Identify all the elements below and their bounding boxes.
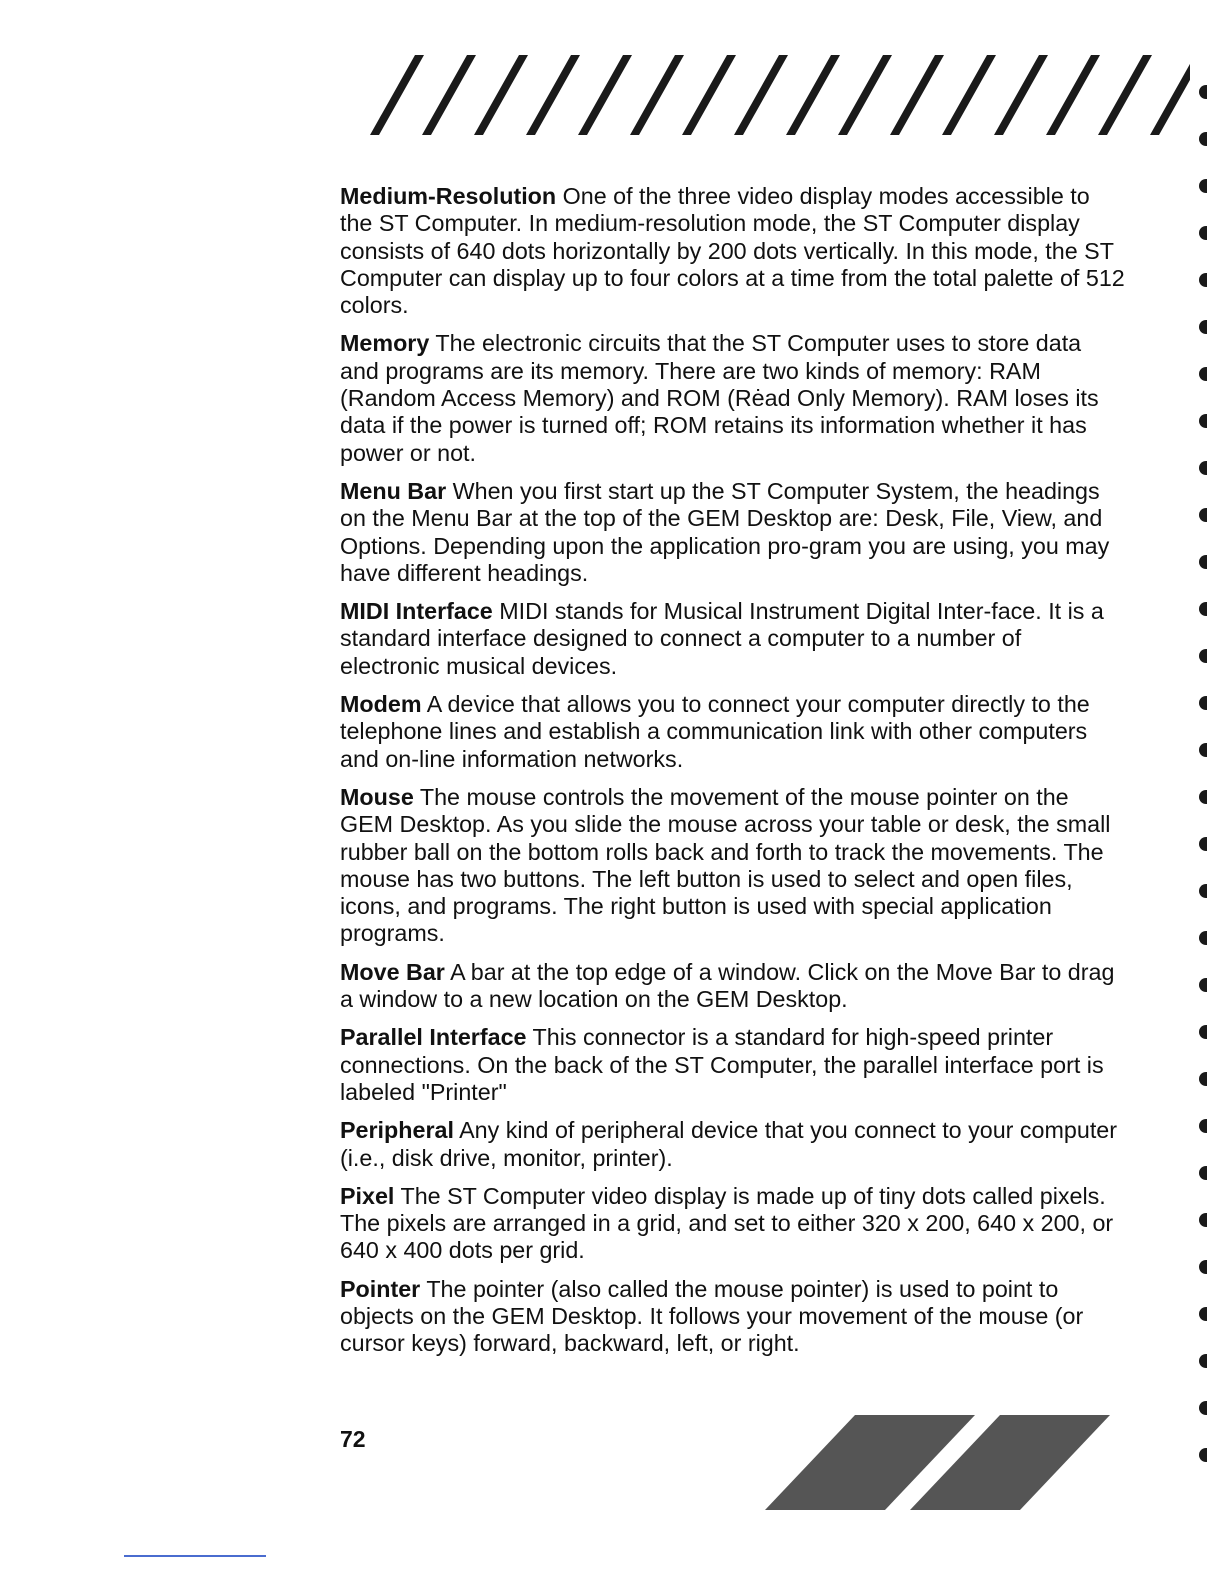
- page-number: 72: [340, 1426, 366, 1452]
- glossary-definition: MIDI stands for Musical Instrument Digital Inter-face. It is a standard interface designed to connect a computer to a number of electronic musical devices.: [340, 598, 1104, 679]
- margin-mark: [1199, 743, 1207, 757]
- margin-mark: [1199, 1213, 1207, 1227]
- glossary-definition: A device that allows you to connect your computer directly to the telephone lines and establish a communication link with other computers and on-line information networks.: [340, 691, 1090, 772]
- margin-mark: [1199, 1119, 1207, 1133]
- margin-mark: [1199, 884, 1207, 898]
- glossary-term: Pointer: [340, 1275, 421, 1302]
- margin-mark: [1199, 837, 1207, 851]
- margin-mark: [1199, 1166, 1207, 1180]
- header-stripe: [474, 55, 528, 135]
- glossary-entry-parallel-interface: [340, 1024, 1125, 1106]
- glossary-definition: The mouse controls the movement of the mouse pointer on the GEM Desktop. As you slide the mouse across your table or desk, the small rubber ball on the bottom rolls back and forth to track the movements. The mouse has two buttons. The left button is used to select and open files, icons, and programs. The right button is used with special application programs.: [340, 783, 1111, 947]
- glossary-entry-pixel: [340, 1183, 1125, 1265]
- margin-mark: [1199, 273, 1207, 287]
- glossary-definition: This connector is a standard for high-speed printer connections. On the back of the ST Computer, the parallel interface port is labeled "Printer": [340, 1024, 1104, 1105]
- glossary-entry-modem: [340, 691, 1125, 773]
- margin-mark: [1199, 414, 1207, 428]
- header-stripe: [370, 55, 424, 135]
- margin-mark: [1199, 508, 1207, 522]
- glossary-entry-peripheral: [340, 1117, 1125, 1172]
- margin-mark: [1199, 978, 1207, 992]
- glossary-definition: Any kind of peripheral device that you connect to your computer (i.e., disk drive, monitor, printer).: [340, 1117, 1118, 1171]
- glossary-definition: The ST Computer video display is made up of tiny dots called pixels. The pixels are arranged in a grid, and set to either 320 x 200, 640 x 200, or 640 x 400 dots per grid.: [340, 1182, 1114, 1264]
- header-stripe: [630, 55, 684, 135]
- header-stripe: [890, 55, 944, 135]
- margin-mark: [1199, 226, 1207, 240]
- header-stripe: [838, 55, 892, 135]
- header-stripe: [526, 55, 580, 135]
- glossary-definition: The pointer (also called the mouse pointer) is used to point to objects on the GEM Desktop. It follows your movement of the mouse (or cursor keys) forward, backward, left, or right.: [340, 1275, 1084, 1357]
- margin-mark: [1199, 696, 1207, 710]
- glossary-term: Memory: [340, 330, 430, 357]
- header-stripe: [1046, 55, 1100, 135]
- header-stripe: [786, 55, 840, 135]
- header-stripe: [994, 55, 1048, 135]
- header-diagonal-stripes: [330, 55, 1190, 135]
- margin-mark: [1199, 1025, 1207, 1039]
- glossary-term: Pixel: [340, 1182, 395, 1209]
- glossary-term: Modem: [340, 691, 422, 718]
- margin-mark: [1199, 1448, 1207, 1462]
- margin-mark: [1199, 602, 1207, 616]
- glossary-entry-pointer: [340, 1276, 1125, 1358]
- header-stripe: [422, 55, 476, 135]
- glossary-definition: One of the three video display modes accessible to the ST Computer. In medium-resolution mode, the ST Computer display consists of 640 dots horizontally by 200 dots vertically. In this mode, the ST Computer can display up to four colors at a time from the total palette of 512 colors.: [340, 183, 1125, 319]
- margin-mark: [1199, 931, 1207, 945]
- margin-mark: [1199, 132, 1207, 146]
- glossary-entry-medium-resolution: [340, 183, 1125, 319]
- glossary-definition: When you first start up the ST Computer System, the headings on the Menu Bar at the top of the GEM Desktop are: Desk, File, View, and Options. Depending upon the application pro-gram you are using, you may have different headings.: [340, 477, 1110, 586]
- glossary-term: Peripheral: [340, 1117, 454, 1144]
- glossary-entry-memory: [340, 330, 1125, 466]
- margin-mark: [1199, 790, 1207, 804]
- margin-mark: [1199, 1401, 1207, 1415]
- margin-mark: [1199, 649, 1207, 663]
- margin-mark: [1199, 1260, 1207, 1274]
- glossary-entry-mouse: [340, 784, 1125, 948]
- margin-mark: [1199, 179, 1207, 193]
- header-stripe: [942, 55, 996, 135]
- glossary-term: MIDI Interface: [340, 598, 493, 625]
- binding-margin-marks: [1199, 85, 1219, 1505]
- glossary-entry-menu-bar: [340, 478, 1125, 587]
- header-stripe: [578, 55, 632, 135]
- margin-mark: [1199, 1072, 1207, 1086]
- margin-mark: [1199, 367, 1207, 381]
- glossary-definition: The electronic circuits that the ST Computer uses to store data and programs are its memory. There are two kinds of memory: RAM (Random Access Memory) and ROM (Rėad Only Memory). RAM loses its data if the power is turned off; ROM retains its information whether it has power or not.: [340, 330, 1099, 466]
- margin-mark: [1199, 85, 1207, 99]
- header-stripe: [734, 55, 788, 135]
- margin-mark: [1199, 1307, 1207, 1321]
- margin-mark: [1199, 461, 1207, 475]
- glossary-definition: A bar at the top edge of a window. Click on the Move Bar to drag a window to a new location on the GEM Desktop.: [340, 958, 1115, 1013]
- glossary-term: Medium-Resolution: [340, 183, 557, 209]
- glossary-term: Move Bar: [340, 958, 445, 985]
- header-stripe: [1098, 55, 1152, 135]
- glossary-entry-move-bar: [340, 959, 1125, 1014]
- margin-mark: [1199, 1354, 1207, 1368]
- glossary-list: [340, 183, 1125, 1369]
- glossary-term: Menu Bar: [340, 477, 447, 504]
- header-stripe: [1150, 55, 1190, 135]
- glossary-entry-midi-interface: [340, 598, 1125, 680]
- footer-diagonal-bars: [755, 1415, 1115, 1510]
- margin-mark: [1199, 555, 1207, 569]
- header-stripe: [682, 55, 736, 135]
- scan-underline-rule: [124, 1555, 266, 1557]
- margin-mark: [1199, 320, 1207, 334]
- glossary-term: Parallel Interface: [340, 1024, 527, 1051]
- glossary-term: Mouse: [340, 783, 414, 810]
